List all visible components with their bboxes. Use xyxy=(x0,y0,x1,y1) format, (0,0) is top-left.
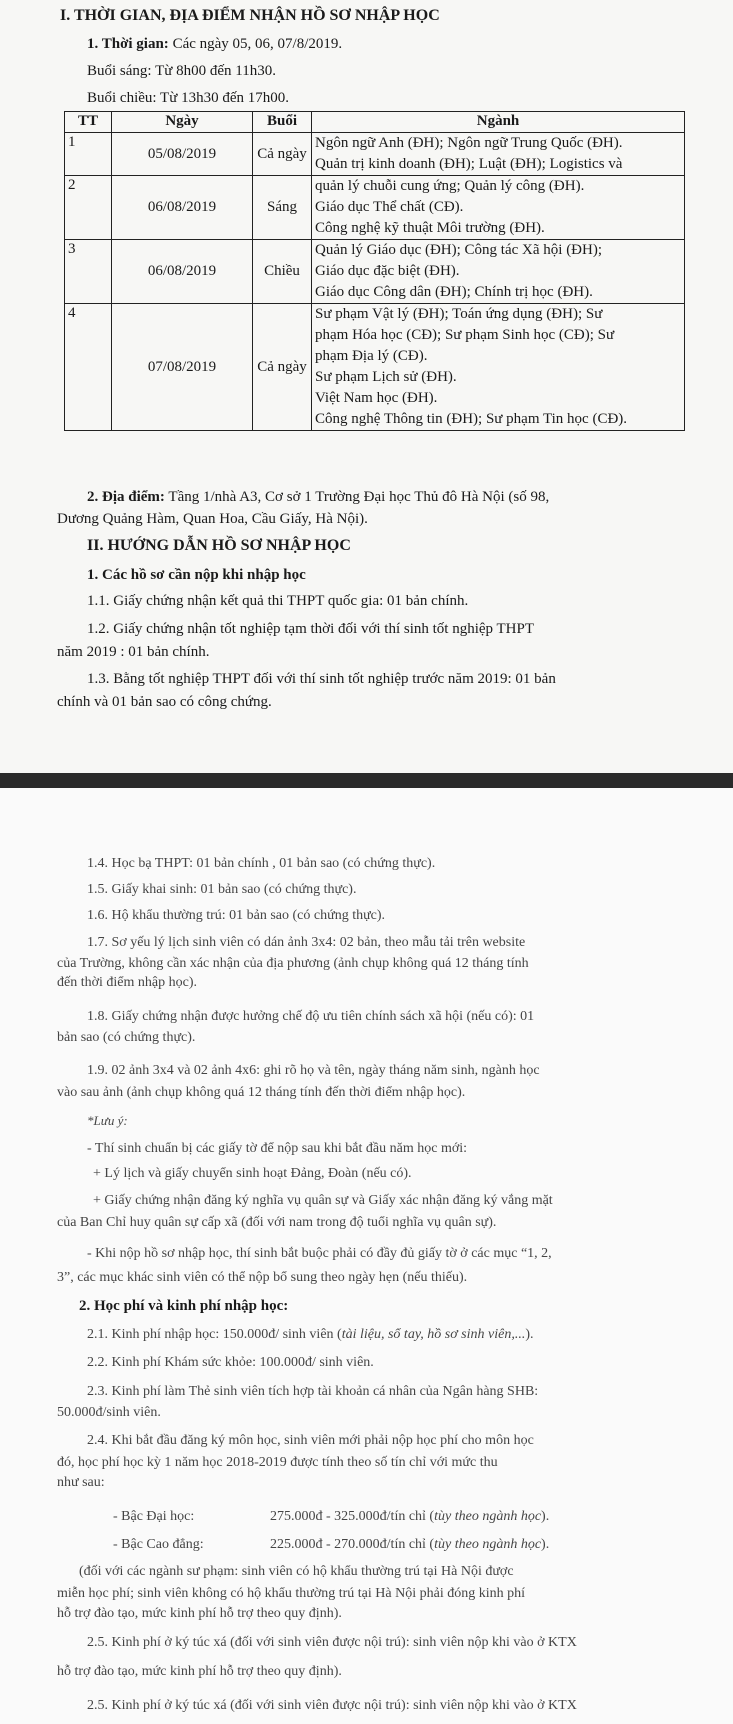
row-session: Chiều xyxy=(253,240,312,304)
item-1-7-line-3: đến thời điểm nhập học). xyxy=(57,975,197,990)
fee-college-amount: 225.000đ - 270.000đ/tín chỉ ( xyxy=(270,1537,435,1552)
pedagogy-note-3: hỗ trợ đào tạo, mức kinh phí hỗ trợ theo quy định). xyxy=(57,1606,342,1621)
header-session: Buổi xyxy=(253,112,312,133)
location-line-1 xyxy=(87,488,549,506)
section-1-title: I. THỜI GIAN, ĐỊA ĐIỂM NHẬN HỒ SƠ NHẬP HỌC xyxy=(60,7,440,24)
major-line: Quản lý Giáo dục (ĐH); Công tác Xã hội (ĐH); xyxy=(315,242,603,258)
morning-time: Buổi sáng: Từ 8h00 đến 11h30. xyxy=(87,63,276,79)
note-line-1: - Thí sinh chuẩn bị các giấy tờ để nộp sau khi bắt đầu năm học mới: xyxy=(87,1141,468,1156)
item-1-6: 1.6. Hộ khẩu thường trú: 01 bản sao (có chứng thực). xyxy=(87,908,386,923)
note-line-2: + Lý lịch và giấy chuyển sinh hoạt Đảng, Đoàn (nếu có). xyxy=(93,1166,412,1181)
major-line: Giáo dục Thể chất (CĐ). xyxy=(315,199,464,215)
major-line: phạm Hóa học (CĐ); Sư phạm Sinh học (CĐ); Sư xyxy=(315,327,615,343)
item-1-8-line-2: bản sao (có chứng thực). xyxy=(57,1030,196,1045)
item-1-3-line-2: chính và 01 bản sao có công chứng. xyxy=(57,694,272,710)
row-date: 07/08/2019 xyxy=(112,304,253,431)
item-1-1: 1.1. Giấy chứng nhận kết quả thi THPT quốc gia: 01 bản chính. xyxy=(87,593,469,609)
fee-university-label: - Bậc Đại học: xyxy=(113,1509,195,1524)
major-line: Sư phạm Vật lý (ĐH); Toán ứng dụng (ĐH); Sư xyxy=(315,306,603,322)
fee-2-1-end: ). xyxy=(525,1327,534,1342)
afternoon-time: Buổi chiều: Từ 13h30 đến 17h00. xyxy=(87,90,290,106)
fee-2-4-line-3: như sau: xyxy=(57,1475,105,1490)
major-line: Ngôn ngữ Anh (ĐH); Ngôn ngữ Trung Quốc (ĐH). xyxy=(315,135,623,151)
row-number: 4 xyxy=(65,304,112,431)
major-line: Giáo dục Công dân (ĐH); Chính trị học (ĐH). xyxy=(315,284,593,300)
fee-university-end: ). xyxy=(541,1509,550,1524)
location-line-2: Dương Quảng Hàm, Quan Hoa, Cầu Giấy, Hà Nội). xyxy=(57,511,368,527)
row-number: 2 xyxy=(65,176,112,240)
schedule-table xyxy=(64,111,685,431)
table-row xyxy=(65,240,685,304)
row-majors xyxy=(312,304,685,431)
fee-2-1 xyxy=(87,1326,534,1344)
fee-2-5-repeat: 2.5. Kinh phí ở ký túc xá (đối với sinh viên được nội trú): sinh viên nộp khi vào ở KTX xyxy=(87,1698,577,1713)
fee-2-2: 2.2. Kinh phí Khám sức khỏe: 100.000đ/ sinh viên. xyxy=(87,1355,374,1370)
time-line xyxy=(87,35,342,53)
header-tt: TT xyxy=(65,112,112,133)
fee-university-note: tùy theo ngành học xyxy=(434,1509,542,1524)
fee-2-4-line-2: đó, học phí học kỳ 1 năm học 2018-2019 được tính theo số tín chỉ với mức thu xyxy=(57,1455,498,1470)
row-date: 06/08/2019 xyxy=(112,240,253,304)
item-1-8-line-1: 1.8. Giấy chứng nhận được hưởng chế độ ưu tiên chính sách xã hội (nếu có): 01 xyxy=(87,1009,535,1024)
row-session: Cả ngày xyxy=(253,304,312,431)
table-row xyxy=(65,133,685,176)
item-1-7-line-2: của Trường, không cần xác nhận của địa phương (ảnh chụp không quá 12 tháng tính xyxy=(57,956,529,971)
time-label: 1. Thời gian: xyxy=(87,36,169,52)
fee-2-1-italic: tài liệu, sổ tay, hồ sơ sinh viên,... xyxy=(341,1327,526,1342)
fee-college-value xyxy=(270,1536,549,1554)
item-1-4: 1.4. Học bạ THPT: 01 bản chính , 01 bản sao (có chứng thực). xyxy=(87,856,436,871)
fee-2-3-line-2: 50.000đ/sinh viên. xyxy=(57,1405,161,1420)
major-line: quản lý chuỗi cung ứng; Quản lý công (ĐH). xyxy=(315,178,585,194)
major-line: Công nghệ Thông tin (ĐH); Sư phạm Tin học (CĐ). xyxy=(315,411,628,427)
row-number: 3 xyxy=(65,240,112,304)
fee-university-value xyxy=(270,1508,549,1526)
row-session: Sáng xyxy=(253,176,312,240)
table-row xyxy=(65,304,685,431)
fee-college-label: - Bậc Cao đẳng: xyxy=(113,1537,204,1552)
fee-2-4-line-1: 2.4. Khi bắt đầu đăng ký môn học, sinh viên mới phải nộp học phí cho môn học xyxy=(87,1433,534,1448)
item-1-3-line-1: 1.3. Bằng tốt nghiệp THPT đối với thí sinh tốt nghiệp trước năm 2019: 01 bản xyxy=(87,671,556,687)
fee-2-3-line-1: 2.3. Kinh phí làm Thẻ sinh viên tích hợp tài khoản cá nhân của Ngân hàng SHB: xyxy=(87,1384,539,1399)
header-major: Ngành xyxy=(312,112,685,133)
item-1-2-line-2: năm 2019 : 01 bản chính. xyxy=(57,644,210,660)
fee-2-1-main: 2.1. Kinh phí nhập học: 150.000đ/ sinh viên ( xyxy=(87,1327,342,1342)
row-majors xyxy=(312,133,685,176)
row-majors xyxy=(312,240,685,304)
major-line: Sư phạm Lịch sử (ĐH). xyxy=(315,369,457,385)
row-date: 06/08/2019 xyxy=(112,176,253,240)
duplicated-line: hỗ trợ đào tạo, mức kinh phí hỗ trợ theo quy định). xyxy=(57,1664,342,1679)
item-1-5: 1.5. Giấy khai sinh: 01 bản sao (có chứng thực). xyxy=(87,882,357,897)
item-1-2-line-1: 1.2. Giấy chứng nhận tốt nghiệp tạm thời đối với thí sinh tốt nghiệp THPT xyxy=(87,621,535,637)
note-label: *Lưu ý: xyxy=(87,1113,128,1128)
item-1-9-line-2: vào sau ảnh (ảnh chụp không quá 12 tháng tính đến thời điểm nhập học). xyxy=(57,1085,466,1100)
time-value: Các ngày 05, 06, 07/8/2019. xyxy=(172,36,343,52)
fee-university-amount: 275.000đ - 325.000đ/tín chỉ ( xyxy=(270,1509,435,1524)
major-line: Giáo dục đặc biệt (ĐH). xyxy=(315,263,460,279)
major-line: Quản trị kinh doanh (ĐH); Luật (ĐH); Logistics và xyxy=(315,156,623,172)
pedagogy-note-2: miễn học phí; sinh viên không có hộ khẩu thường trú tại Hà Nội phải đóng kinh phí xyxy=(57,1586,525,1601)
major-line: Việt Nam học (ĐH). xyxy=(315,390,438,406)
fee-college-end: ). xyxy=(541,1537,550,1552)
note-line-3a: + Giấy chứng nhận đăng ký nghĩa vụ quân sự và Giấy xác nhận đăng ký vắng mặt xyxy=(93,1193,553,1208)
row-number: 1 xyxy=(65,133,112,176)
note-line-4a: - Khi nộp hồ sơ nhập học, thí sinh bắt buộc phải có đầy đủ giấy tờ ở các mục “1, 2, xyxy=(87,1246,552,1261)
row-majors xyxy=(312,176,685,240)
pedagogy-note-1: (đối với các ngành sư phạm: sinh viên có hộ khẩu thường trú tại Hà Nội được xyxy=(79,1564,514,1579)
note-line-4b: 3”, các mục khác sinh viên có thể nộp bổ sung theo ngày hẹn (nếu thiếu). xyxy=(57,1270,468,1285)
item-1-9-line-1: 1.9. 02 ảnh 3x4 và 02 ảnh 4x6: ghi rõ họ và tên, ngày tháng năm sinh, ngành học xyxy=(87,1063,540,1078)
major-line: Công nghệ kỹ thuật Môi trường (ĐH). xyxy=(315,220,545,236)
fee-2-5: 2.5. Kinh phí ở ký túc xá (đối với sinh viên được nội trú): sinh viên nộp khi vào ở KTX xyxy=(87,1635,577,1650)
fee-college-note: tùy theo ngành học xyxy=(434,1537,542,1552)
page-separator xyxy=(0,773,733,788)
header-date: Ngày xyxy=(112,112,253,133)
note-line-3b: của Ban Chỉ huy quân sự cấp xã (đối với nam trong độ tuổi nghĩa vụ quân sự). xyxy=(57,1215,497,1230)
row-date: 05/08/2019 xyxy=(112,133,253,176)
table-row xyxy=(65,176,685,240)
location-label: 2. Địa điểm: xyxy=(87,489,165,505)
row-session: Cả ngày xyxy=(253,133,312,176)
section-2-title: II. HƯỚNG DẪN HỒ SƠ NHẬP HỌC xyxy=(87,537,351,554)
table-header-row xyxy=(65,112,685,133)
subsection-fees: 2. Học phí và kinh phí nhập học: xyxy=(79,1298,289,1314)
major-line: phạm Địa lý (CĐ). xyxy=(315,348,428,364)
item-1-7-line-1: 1.7. Sơ yếu lý lịch sinh viên có dán ảnh 3x4: 02 bản, theo mẫu tải trên website xyxy=(87,935,526,950)
location-text: Tầng 1/nhà A3, Cơ sở 1 Trường Đại học Thủ đô Hà Nội (số 98, xyxy=(168,489,550,505)
subsection-documents: 1. Các hồ sơ cần nộp khi nhập học xyxy=(87,567,306,583)
